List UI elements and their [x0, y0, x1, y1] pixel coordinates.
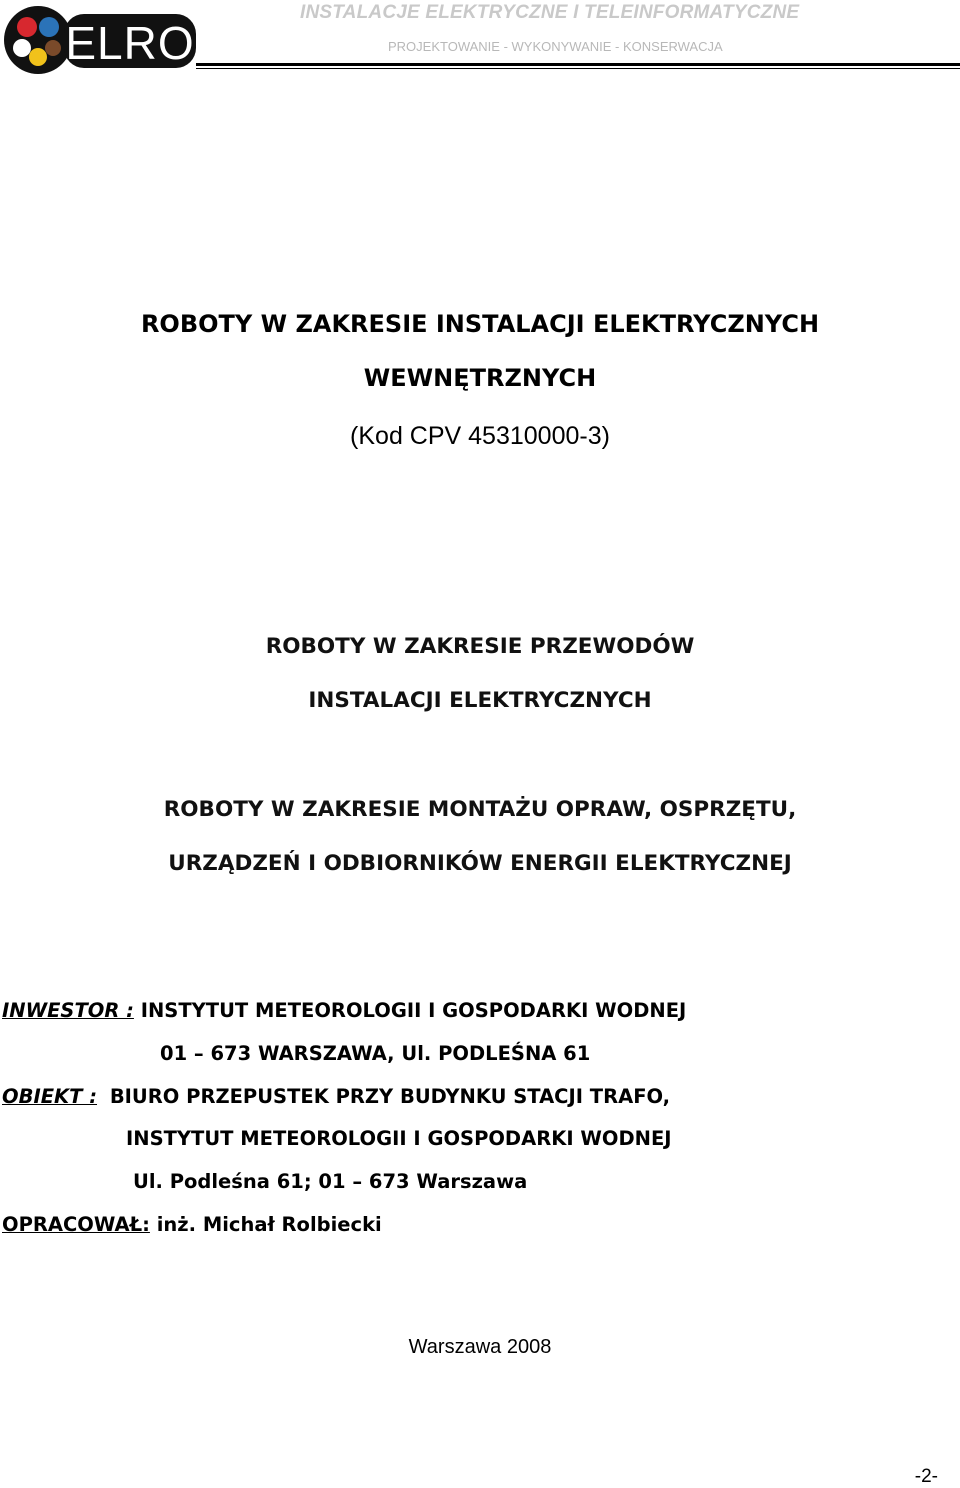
section1-line-1: ROBOTY W ZAKRESIE PRZEWODÓW — [265, 634, 695, 659]
object-row — [2, 1085, 670, 1108]
author-name: inż. Michał Rolbiecki — [156, 1213, 382, 1236]
header-tagline: INSTALACJE ELEKTRYCZNE I TELEINFORMATYCZNE — [300, 2, 800, 23]
section2-line-1: ROBOTY W ZAKRESIE MONTAŻU OPRAW, OSPRZĘTU, — [163, 797, 797, 822]
title-line-2: WEWNĘTRZNYCH — [363, 364, 597, 392]
elro-logo-icon — [2, 2, 198, 78]
header-subtagline: PROJEKTOWANIE - WYKONYWANIE - KONSERWACJA — [388, 39, 723, 54]
page-number: -2- — [914, 1466, 938, 1487]
city-year: Warszawa 2008 — [408, 1336, 552, 1358]
header-rule-thick — [196, 63, 960, 66]
logo-dot-white — [13, 39, 31, 57]
investor-name: INSTYTUT METEOROLOGII I GOSPODARKI WODNEJ — [140, 999, 687, 1022]
author-row — [2, 1213, 382, 1236]
header-rule-thin — [196, 68, 960, 69]
section1-line-2: INSTALACJI ELEKTRYCZNYCH — [308, 688, 652, 713]
investor-label: INWESTOR : — [2, 999, 134, 1022]
logo-dot-yellow — [29, 48, 47, 66]
logo-dot-red — [17, 17, 37, 37]
object-line-1: BIURO PRZEPUSTEK PRZY BUDYNKU STACJI TRAFO, — [109, 1085, 671, 1108]
logo-text: ELRO — [65, 17, 195, 69]
object-line-3: Ul. Podleśna 61; 01 – 673 Warszawa — [133, 1170, 528, 1193]
investor-row — [2, 999, 686, 1022]
object-label: OBIEKT : — [2, 1085, 98, 1108]
section2-line-2: URZĄDZEŃ I ODBIORNIKÓW ENERGII ELEKTRYCZNEJ — [168, 851, 792, 876]
investor-address: 01 – 673 WARSZAWA, Ul. PODLEŚNA 61 — [160, 1042, 591, 1065]
logo-dot-blue — [39, 17, 59, 37]
author-label: OPRACOWAŁ: — [2, 1213, 150, 1236]
object-line-2: INSTYTUT METEOROLOGII I GOSPODARKI WODNEJ — [126, 1127, 672, 1150]
title-line-1: ROBOTY W ZAKRESIE INSTALACJI ELEKTRYCZNYCH — [140, 310, 820, 338]
cpv-code: (Kod CPV 45310000-3) — [350, 422, 610, 450]
logo-dot-brown — [45, 40, 61, 56]
company-logo — [2, 2, 198, 78]
